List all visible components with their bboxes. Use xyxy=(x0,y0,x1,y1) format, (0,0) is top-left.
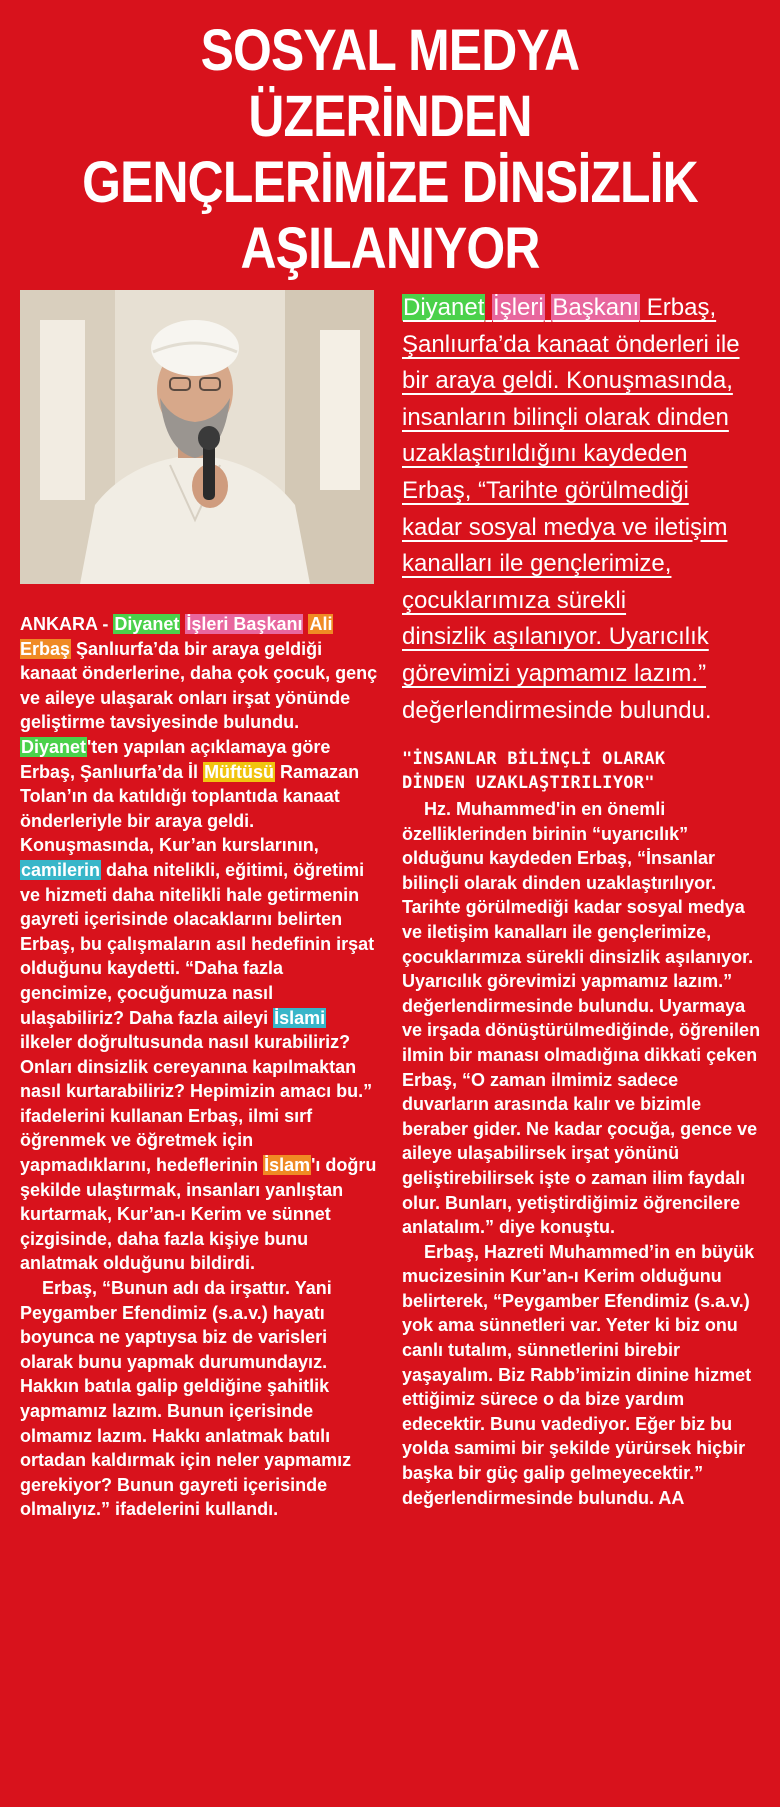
pullquote-lead-rest: Erbaş, xyxy=(640,294,717,321)
article-right-column xyxy=(402,797,762,1510)
subheading xyxy=(402,747,762,795)
highlight-isleri: İşleri xyxy=(493,294,544,321)
article-paragraph xyxy=(20,612,380,1276)
highlight-islam: İslam xyxy=(264,1155,311,1176)
pullquote-line: dinsizlik aşılanıyor. Uyarıcılık xyxy=(402,623,709,651)
pullquote-line: çocuklarımıza sürekli xyxy=(402,586,627,614)
article-left-column xyxy=(20,612,380,1522)
article-paragraph: Hz. Muhammed'in en önemli özelliklerinden birinin “uyarıcılık” olduğunu kaydeden Erbaş, “İnsanlar bilinçli olarak dinden uzaklaştırılıyor. Tarihte görülmediği kadar sosyal medya ve iletişim kanalları ile gençlerimize, çocuklarımıza sürekli dinsizlik aşılanıyor. Uyarıcılık görevimizi yapmamız lazım.” değerlendirmesinde bulundu. Uyarmaya ve irşada dönüştürülmediğinde, öğrenilen ilmin bir manası olmadığına dikkati çeken Erbaş, “O zaman ilmimiz sadece duvarların arasında kalır ve bizimle beraber gider. Ne kadar çocuğa, gence ve aileye ulaşabilirsek irşat yönünü geliştirebilirsek işte o zaman ilim faydalı olur. Bunları, yetiştirdiğimiz öğrencilere anlatalım.” diye konuştu. xyxy=(402,799,761,1238)
text-run: ilkeler doğrultusunda nasıl kurabiliriz? Onları dinsizlik cereyanına kapılmaktan nasıl kurtarabiliriz? Hepimizin amacı bu.” ifadelerini kullanan Erbaş, ilmi sırf öğrenmek ve öğretmek için yapmadıklarını, hedeflerinin xyxy=(20,1032,373,1176)
subheading-line-2: DİNDEN UZAKLAŞTIRILIYOR" xyxy=(402,773,655,793)
article-paragraph: Erbaş, Hazreti Muhammed’in en büyük mucizesinin Kur’an-ı Kerim olduğunu belirterek, “Peygamber Efendimiz (s.a.v.) yok ama sünnetleri var. Yeter ki biz onu canlı tutalım, sünnetlerini birebir yaşayalım. Biz Rabb’imizin dinine hizmet ettiğimiz sürece o da bize yardım edecektir. Bunu vadediyor. Eğer biz bu yolda samimi bir şekilde yürürsek hiçbir başka bir güç galip gelmeyecektir.” değerlendirmesinde bulundu. AA xyxy=(402,1241,755,1508)
highlight-diyanet: Diyanet xyxy=(403,294,485,321)
headline-line-3: AŞILANIYOR xyxy=(240,216,540,281)
highlight-diyanet: Diyanet xyxy=(21,736,87,757)
pullquote-line: kadar sosyal medya ve iletişim xyxy=(402,513,728,541)
pullquote xyxy=(402,290,762,729)
highlight-islami: İslami xyxy=(274,1007,326,1028)
pullquote-line: insanların bilinçli olarak dinden xyxy=(402,403,729,431)
pullquote-line: uzaklaştırıldığını kaydeden xyxy=(402,440,688,468)
highlight-isleri-baskani: İşleri Başkanı xyxy=(186,614,303,634)
text-run: Şanlıurfa’da bir araya geldiği kanaat önderlerine, daha çok çocuk, genç ve aileye ulaşarak onları irşat yönünde geliştirme tavsiyesinde bulundu. xyxy=(20,638,378,733)
person-with-microphone-photo xyxy=(20,290,374,584)
headline-line-1: SOSYAL MEDYA ÜZERİNDEN xyxy=(200,18,580,149)
pullquote-line xyxy=(402,290,762,327)
text-run: Ramazan Tolan’ın da katıldığı toplantıda kanaat önderleriyle bir araya geldi. Konuşmasında, Kur’an kurslarının, xyxy=(20,761,360,856)
text-run: daha nitelikli, eğitimi, öğretimi ve hizmeti daha nitelikli hale getirmenin gayreti içerisinde olacaklarını belirten Erbaş, bu çalışmaların asıl hedefinin irşat olduğunu kaydetti. “Daha fazla gencimize, çocuğumuza nasıl ulaşabiliriz? Daha fazla aileyi xyxy=(20,859,375,1028)
highlight-diyanet: Diyanet xyxy=(114,614,180,634)
headline xyxy=(63,18,717,282)
highlight-camilerin: camilerin xyxy=(21,859,101,880)
highlight-baskani: Başkanı xyxy=(552,294,640,321)
pullquote-line: Erbaş, “Tarihte görülmediği xyxy=(402,476,689,504)
highlight-ali-erbas: Ali Erbaş xyxy=(20,614,333,659)
pullquote-line: Şanlıurfa’da kanaat önderleri ile xyxy=(402,330,740,358)
text-run: 'ten yapılan açıklamaya göre Erbaş, Şanlıurfa’da İl xyxy=(20,736,331,782)
headline-line-2: GENÇLERİMİZE DİNSİZLİK xyxy=(82,150,698,215)
pullquote-line: değerlendirmesinde bulundu. xyxy=(402,696,712,724)
pullquote-line: görevimizi yapmamız lazım.” xyxy=(402,659,707,687)
pullquote-line: kanalları ile gençlerimize, xyxy=(402,550,672,578)
article-paragraph: Erbaş, “Bunun adı da irşattır. Yani Peygamber Efendimiz (s.a.v.) hayatı boyunca ne yaptıysa biz de varisleri olarak bunu yapmak durumundayız. Hakkın batıla galip geldiğine şahitlik yapmamız lazım. Bunun içerisinde olmamız lazım. Hakkı anlatmak batılı ortadan kaldırmak için neler yapmamız gerekiyor? Bunun gayreti içerisinde olmalıyız.” ifadelerini kullandı. xyxy=(20,1278,352,1520)
highlight-muftusu: Müftüsü xyxy=(204,761,275,782)
subheading-line-1: "İNSANLAR BİLİNÇLİ OLARAK xyxy=(402,749,666,769)
text-run: 'ı doğru şekilde ulaştırmak, insanları yanlıştan kurtarmak, Kur’an-ı Kerim ve sünnet çizgisinde, daha fazla kişiye bunu anlatmak olduğunu bildirdi. xyxy=(20,1155,377,1274)
photo-illustration xyxy=(20,290,374,584)
pullquote-line: bir araya geldi. Konuşmasında, xyxy=(402,367,733,395)
dateline: ANKARA - xyxy=(20,614,109,634)
